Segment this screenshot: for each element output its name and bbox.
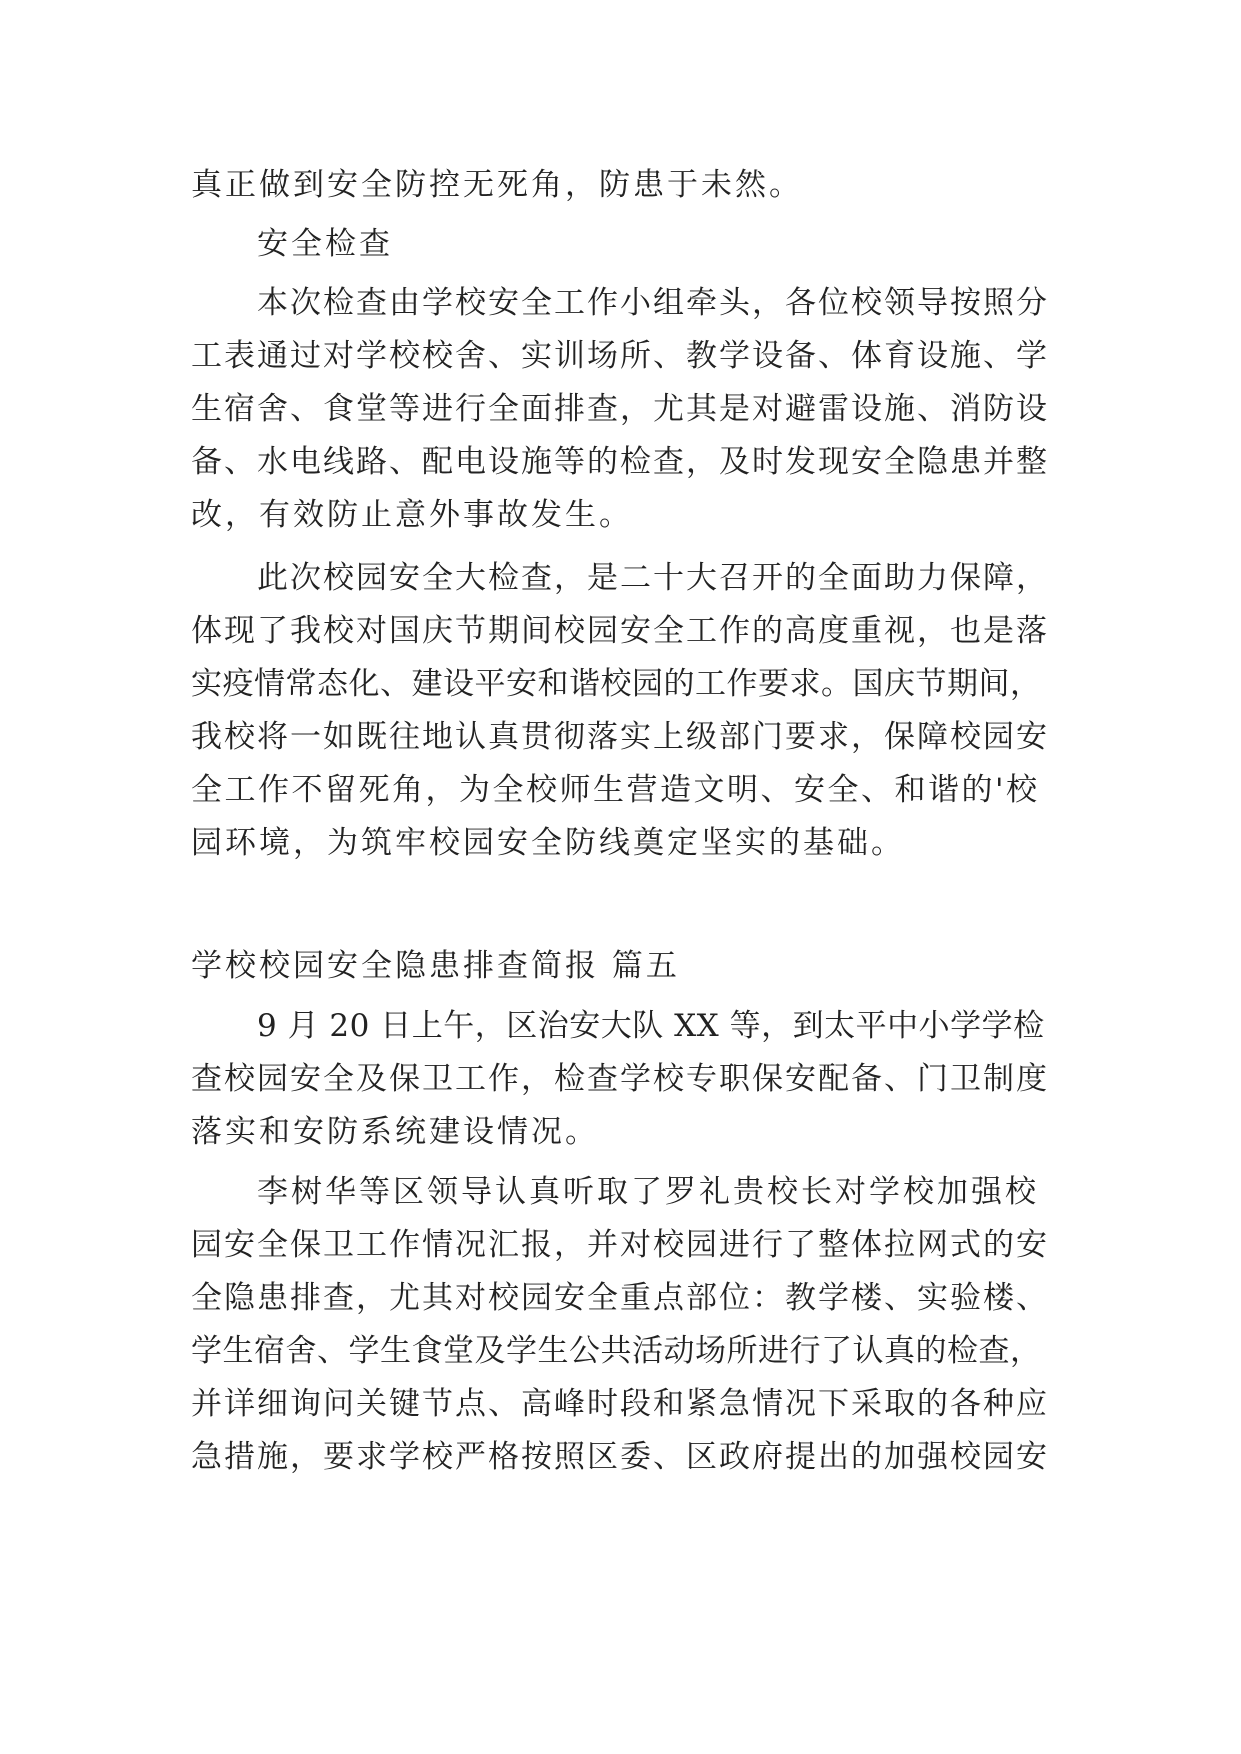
paragraph-line: 查校园安全及保卫工作，检查学校专职保安配备、门卫制度 — [191, 1061, 1049, 1097]
paragraph-line: 本次检查由学校安全工作小组牵头，各位校领导按照分 — [257, 285, 1049, 321]
article-title: 学校校园安全隐患排查简报 篇五 — [191, 948, 680, 984]
paragraph-line: 全工作不留死角，为全校师生营造文明、安全、和谐的'校 — [191, 772, 1040, 808]
paragraph-line: 实疫情常态化、建设平安和谐校园的工作要求。国庆节期间， — [191, 666, 1042, 702]
paragraph-line: 急措施，要求学校严格按照区委、区政府提出的加强校园安 — [191, 1439, 1049, 1475]
paragraph-line: 工表通过对学校校舍、实训场所、教学设备、体育设施、学 — [191, 338, 1049, 374]
paragraph-line: 落实和安防系统建设情况。 — [191, 1114, 599, 1150]
paragraph-line: 全隐患排查，尤其对校园安全重点部位：教学楼、实验楼、 — [191, 1280, 1049, 1316]
paragraph-line: 备、水电线路、配电设施等的检查，及时发现安全隐患并整 — [191, 444, 1049, 480]
paragraph-line: 学生宿舍、学生食堂及学生公共活动场所进行了认真的检查， — [191, 1333, 1042, 1369]
paragraph-line: 并详细询问关键节点、高峰时段和紧急情况下采取的各种应 — [191, 1386, 1049, 1422]
paragraph-line: 9 月 20 日上午，区治安大队 XX 等，到太平中小学学检 — [257, 1008, 1045, 1044]
paragraph-line: 改，有效防止意外事故发生。 — [191, 497, 633, 533]
intro-tail-line: 真正做到安全防控无死角，防患于未然。 — [191, 167, 803, 203]
paragraph-line: 此次校园安全大检查，是二十大召开的全面助力保障， — [257, 560, 1049, 596]
section-heading: 安全检查 — [257, 226, 393, 262]
paragraph-line: 园环境，为筑牢校园安全防线奠定坚实的基础。 — [191, 825, 905, 861]
paragraph-line: 园安全保卫工作情况汇报，并对校园进行了整体拉网式的安 — [191, 1227, 1049, 1263]
paragraph-line: 李树华等区领导认真听取了罗礼贵校长对学校加强校 — [257, 1174, 1039, 1210]
paragraph-line: 生宿舍、食堂等进行全面排查，尤其是对避雷设施、消防设 — [191, 391, 1049, 427]
paragraph-line: 体现了我校对国庆节期间校园安全工作的高度重视，也是落 — [191, 613, 1049, 649]
paragraph-line: 我校将一如既往地认真贯彻落实上级部门要求，保障校园安 — [191, 719, 1049, 755]
